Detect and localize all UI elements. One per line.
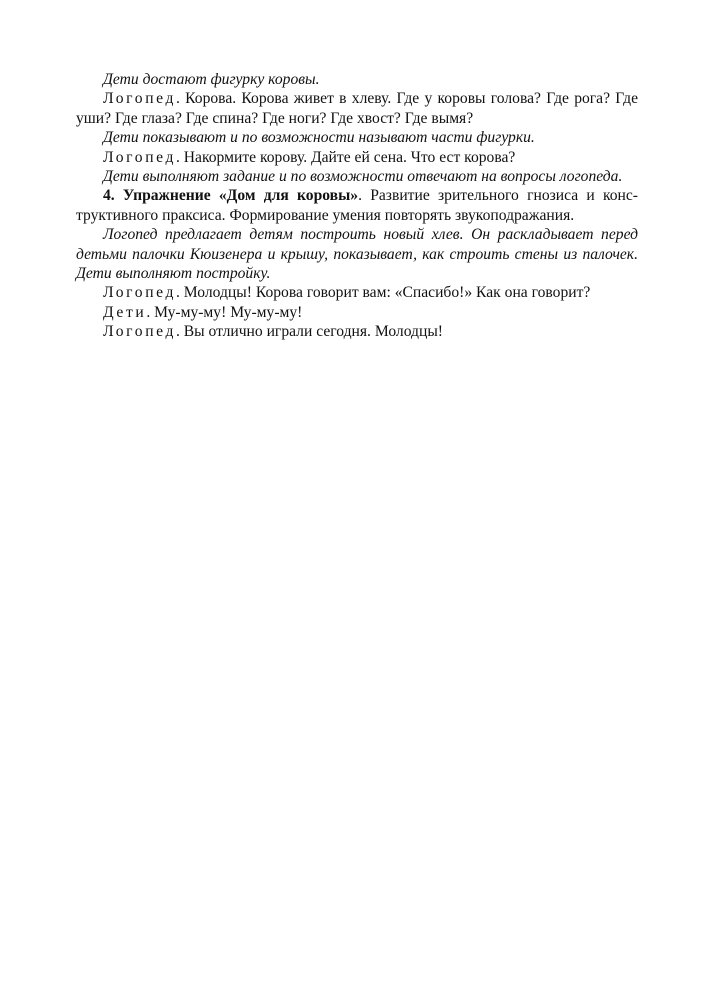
exercise-description: . Развитие зрительного гнозиса и конструктивного праксиса. Формирование умения повторять звукоподражания. [76, 187, 638, 224]
dialogue-text: . Накормите корову. Дайте ей сена. Что ест корова? [175, 148, 516, 166]
speaker-name: Логопед [103, 90, 176, 108]
stage-direction [76, 128, 638, 147]
stage-direction [76, 70, 638, 89]
document-page [76, 70, 638, 342]
dialogue-line [76, 322, 638, 341]
exercise-title: 4. Упражнение «Дом для коровы» [103, 187, 359, 205]
stage-direction-text: Логопед предлагает детям построить новый хлев. Он раскладывает перед детьми палочки Кюизенера и крышу, показывает, как строить стены из палочек. Дети выполняют постройку. [76, 226, 638, 283]
stage-direction-text: Дети показывают и по возможности называют части фигурки. [103, 129, 535, 147]
stage-direction [76, 167, 638, 186]
speaker-name: Логопед [103, 148, 176, 166]
dialogue-text: . Корова. Корова живет в хлеву. Где у коровы голова? Где рога? Где уши? Где глаза? Где спина? Где ноги? Где хвост? Где вымя? [76, 90, 638, 127]
stage-direction-text: Дети достают фигурку коровы. [103, 71, 320, 88]
dialogue-line [76, 148, 638, 167]
speaker-name: Логопед [103, 323, 176, 341]
stage-direction [76, 225, 638, 283]
speaker-name: Логопед [103, 284, 176, 302]
dialogue-line [76, 283, 638, 302]
stage-direction-text: Дети выполняют задание и по возможности отвечают на вопросы логопеда. [103, 168, 623, 186]
dialogue-line [76, 303, 638, 322]
exercise-paragraph [76, 186, 638, 225]
dialogue-text: . Молодцы! Корова говорит вам: «Спасибо!» Как она говорит? [175, 284, 591, 302]
dialogue-text: . Вы отлично играли сегодня. Молодцы! [175, 323, 443, 341]
dialogue-line [76, 89, 638, 128]
speaker-name: Дети [103, 303, 147, 321]
dialogue-text: . Му-му-му! Му-му-му! [146, 303, 303, 321]
